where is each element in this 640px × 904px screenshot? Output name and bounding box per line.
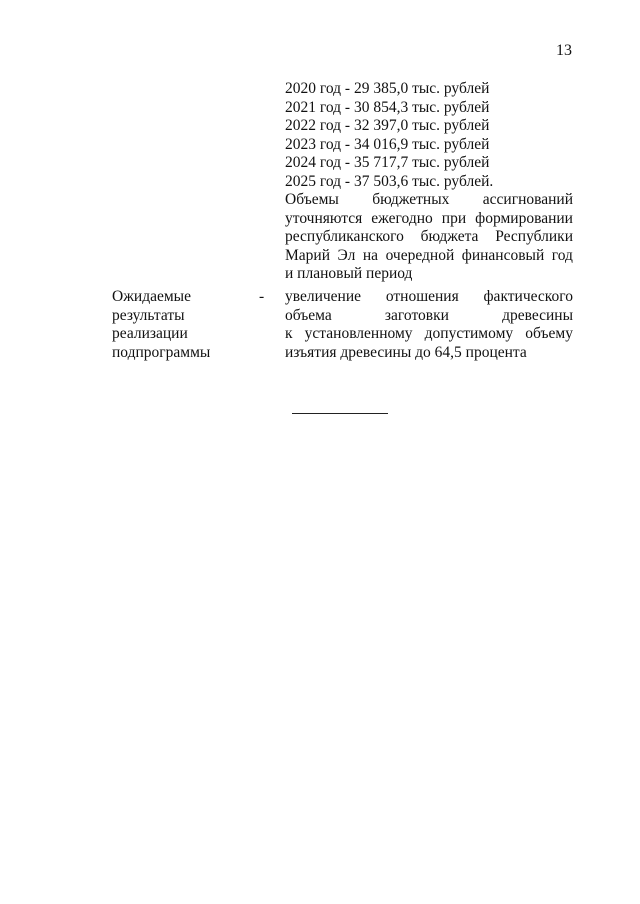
word: бюджетных	[372, 191, 450, 208]
word: Республики	[495, 228, 573, 245]
results-text-last: изъятия древесины до 64,5 процента	[285, 343, 527, 361]
funding-note-line	[285, 210, 573, 229]
funding-year-2020: 2020 год - 29 385,0 тыс. рублей	[285, 80, 490, 97]
word: бюджета	[420, 228, 479, 245]
results-text	[285, 288, 573, 362]
results-label-line: результаты	[112, 306, 185, 324]
word: установленному	[304, 325, 413, 342]
results-label-line: Ожидаемые	[112, 288, 191, 305]
word: отношения	[385, 288, 459, 305]
funding-note-last: и плановый период	[285, 265, 413, 282]
word: увеличение	[285, 288, 362, 305]
funding-note-line	[285, 247, 573, 266]
word: фактического	[483, 288, 573, 305]
word: ежегодно	[371, 209, 433, 227]
funding-year-2024: 2024 год - 35 717,7 тыс. рублей	[285, 154, 490, 171]
funding-year-2023: 2023 год - 34 016,9 тыс. рублей	[285, 135, 490, 153]
results-label-line: реализации	[112, 325, 188, 342]
word: к	[285, 325, 293, 342]
word: объему	[525, 325, 573, 342]
word: год	[551, 246, 573, 264]
word: Марий	[285, 246, 331, 264]
word: очередной	[385, 246, 455, 264]
word: ассигнований	[482, 191, 573, 208]
word: на	[362, 246, 379, 264]
results-dash: -	[259, 288, 265, 305]
word: формировании	[475, 209, 573, 227]
section-end-rule	[292, 413, 388, 414]
word: Эл	[337, 246, 356, 264]
word: древесины	[502, 306, 573, 324]
funding-year-2025: 2025 год - 37 503,6 тыс. рублей.	[285, 172, 494, 190]
results-text-line	[285, 325, 573, 344]
word: допустимому	[424, 325, 514, 342]
word: заготовки	[384, 306, 449, 324]
word: финансовый	[461, 246, 545, 264]
funding-note-line	[285, 191, 573, 210]
results-label-line: подпрограммы	[112, 343, 211, 361]
word: Объемы	[285, 191, 339, 208]
word: объема	[285, 306, 332, 324]
word: республиканского	[285, 228, 404, 245]
results-text-line	[285, 307, 573, 326]
word: при	[441, 209, 467, 227]
results-label	[112, 288, 210, 362]
word: уточняются	[285, 209, 363, 227]
results-text-line	[285, 288, 573, 307]
funding-block	[285, 80, 573, 284]
funding-year-2022: 2022 год - 32 397,0 тыс. рублей	[285, 117, 490, 134]
funding-note-line	[285, 228, 573, 247]
funding-year-2021: 2021 год - 30 854,3 тыс. рублей	[285, 98, 490, 116]
page-number: 13	[556, 42, 572, 59]
